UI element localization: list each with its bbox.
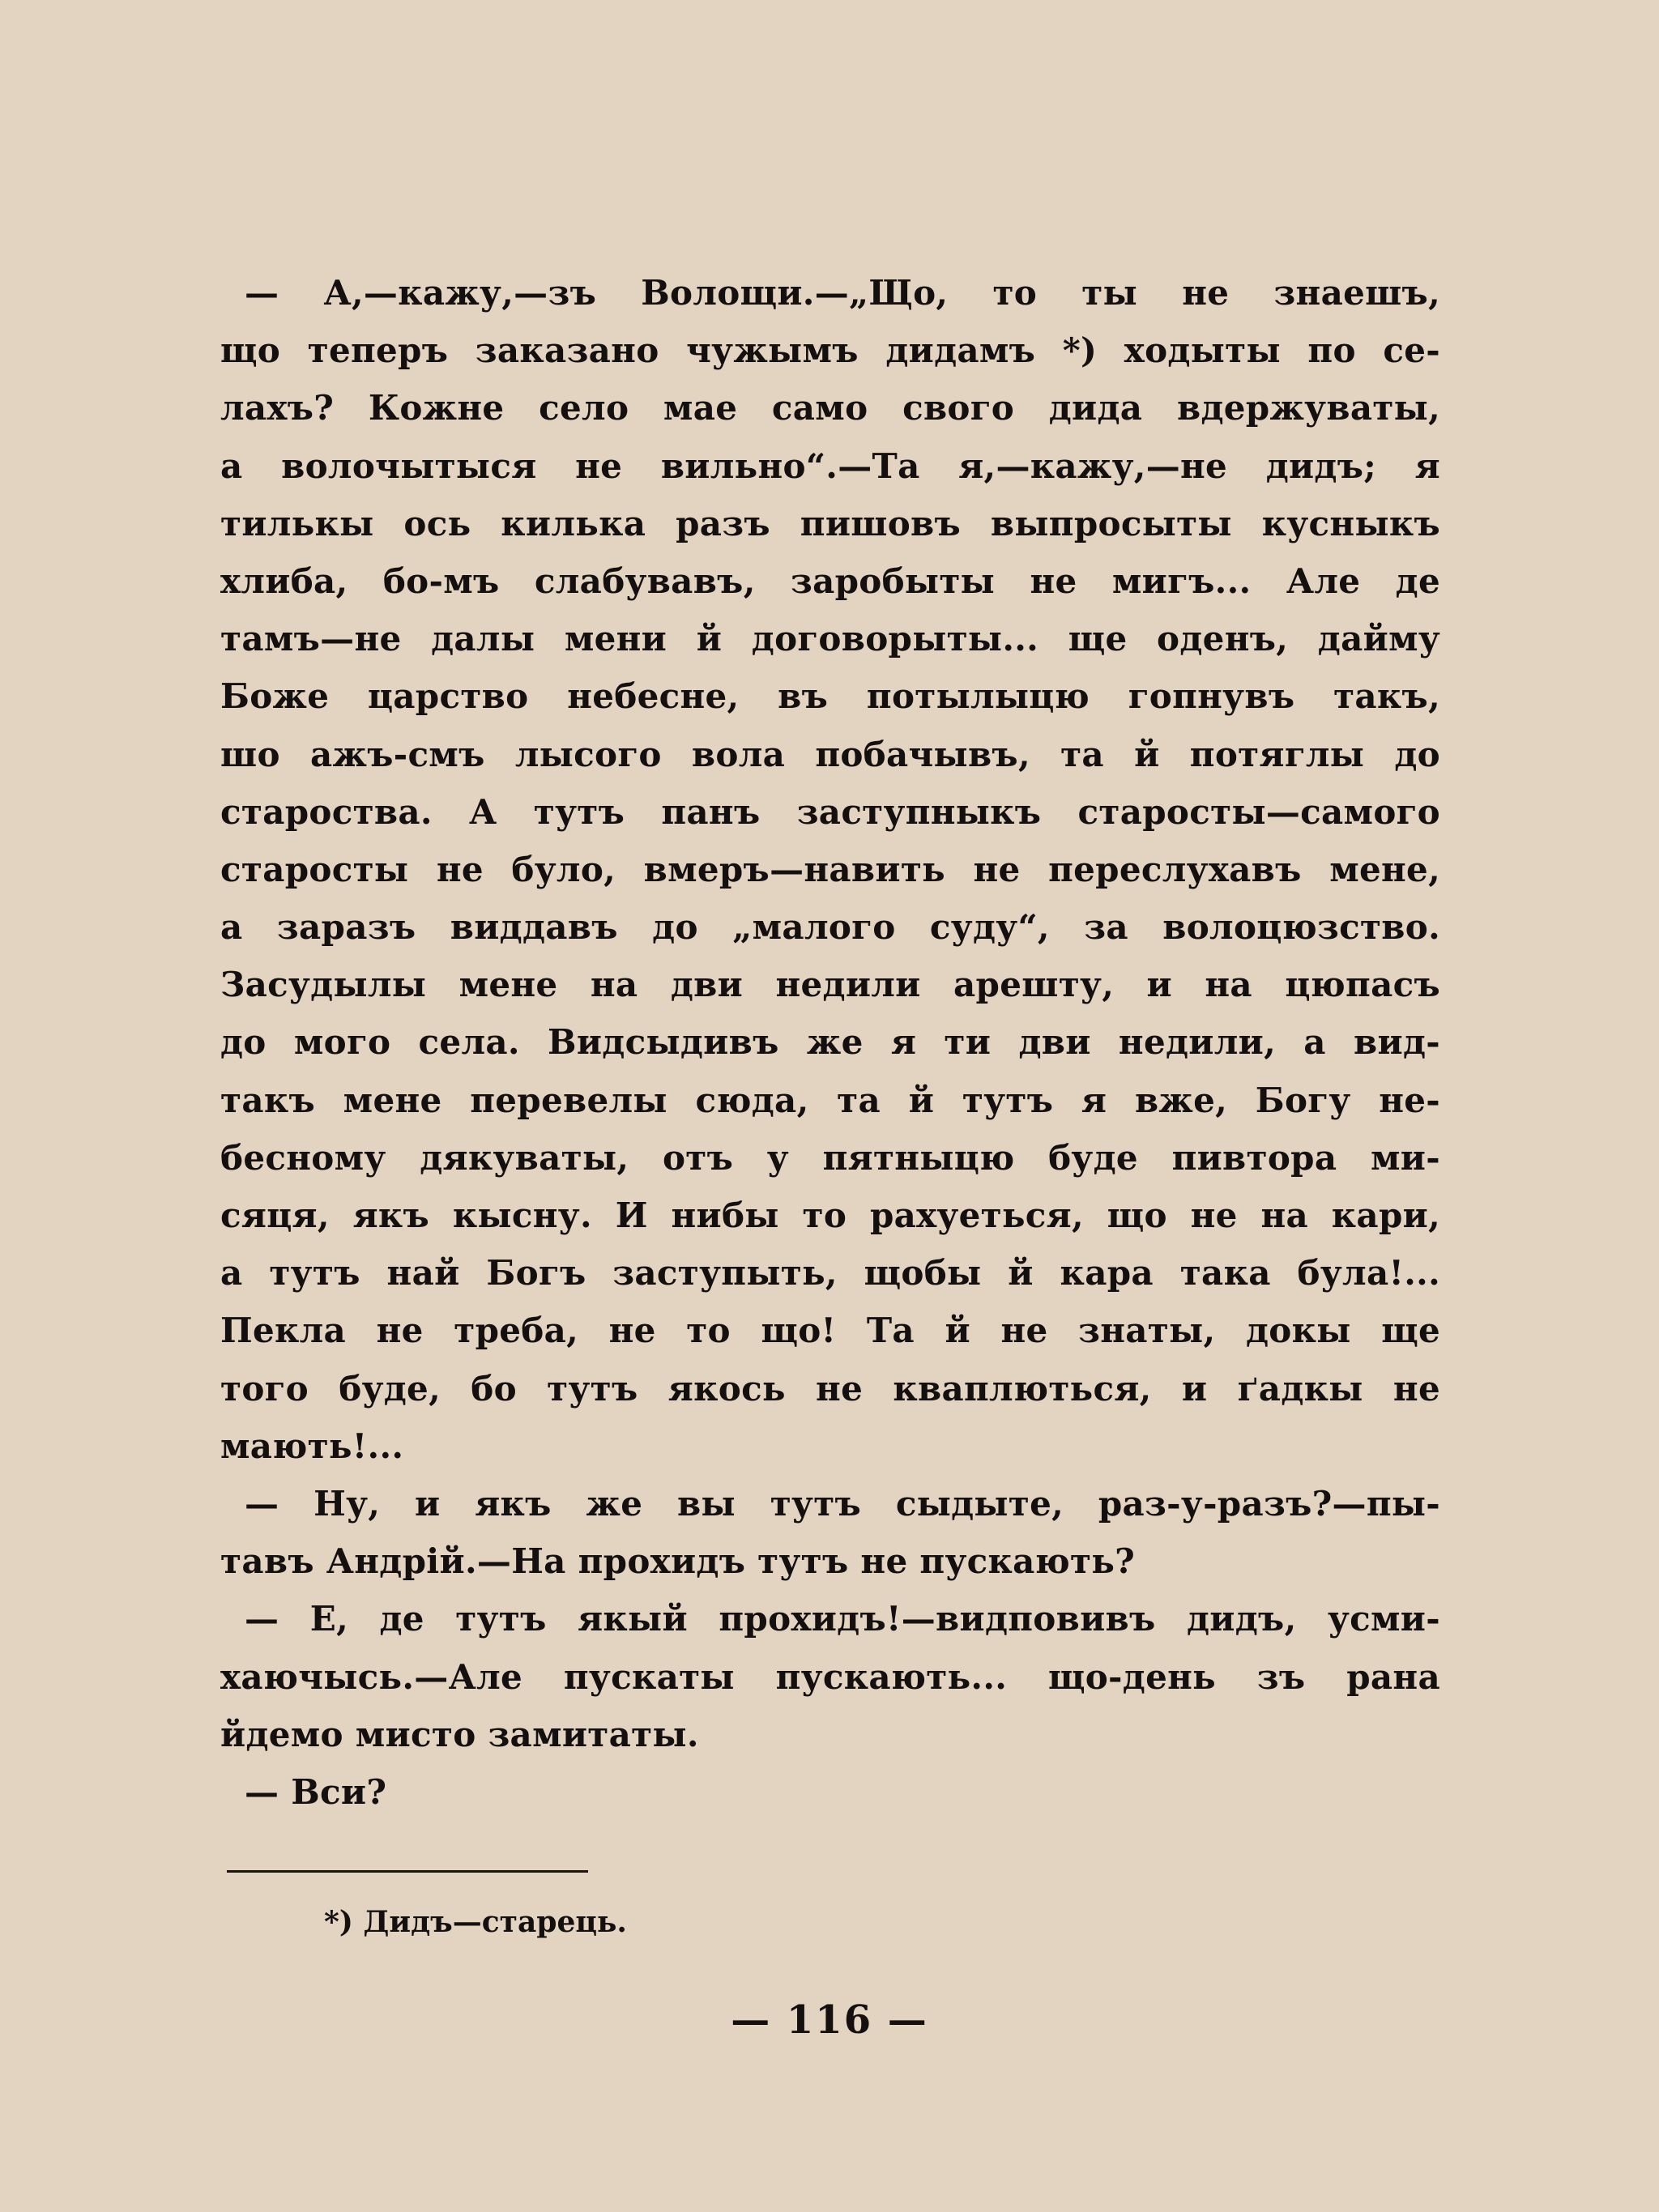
text-line: Боже царство небесне, въ потылыцю гопнувъ такъ,: [220, 676, 1440, 717]
text-line: а волочытыся не вильно“.—Та я,—кажу,—не дидъ; я: [220, 445, 1440, 486]
text-line: старосты не було, вмеръ—навить не переслухавъ мене,: [220, 849, 1440, 889]
text-line: а тутъ най Богъ заступыть, щобы й кара така була!...: [220, 1253, 1440, 1294]
text-line: лахъ? Кожне село мае само свого дида вдержуваты,: [220, 388, 1440, 428]
text-line: йдемо мисто замитаты.: [220, 1714, 699, 1754]
text-line: — Е, де тутъ якый прохидъ!—видповивъ дидъ, усми-: [245, 1599, 1440, 1639]
text-line: мають!...: [220, 1426, 404, 1466]
text-line: тамъ—не далы мени й договорыты... ще оденъ, дайму: [220, 619, 1440, 659]
text-line: тилькы ось килька разъ пишовъ выпросыты кусныкъ: [220, 503, 1440, 543]
text-line: хаючысь.—Але пускаты пускають... що-день зъ рана: [220, 1656, 1440, 1697]
footnote: *) Дидъ—старець.: [324, 1905, 627, 1939]
text-line: бесному дякуваты, отъ у пятныцю буде пивтора ми-: [220, 1137, 1440, 1178]
text-line: Пекла не треба, не то що! Та й не знаты, докы ще: [220, 1311, 1440, 1351]
text-line: а заразъ виддавъ до „малого суду“, за волоцюзство.: [220, 907, 1440, 948]
main-text: [220, 264, 1440, 1821]
text-line: Засудылы мене на дви недили арешту, и на цюпасъ: [220, 965, 1440, 1005]
text-line: — Ну, и якъ же вы тутъ сыдыте, раз-у-разъ?—пы-: [245, 1483, 1440, 1524]
text-line: — А,—кажу,—зъ Волощи.—„Що, то ты не знаешъ,: [245, 273, 1440, 313]
text-line: того буде, бо тутъ якось не кваплються, и ґадкы не: [220, 1368, 1440, 1409]
text-line: — Вси?: [245, 1771, 387, 1812]
text-line: що теперъ заказано чужымъ дидамъ *) ходыты по се-: [220, 330, 1440, 371]
text-line: тавъ Андрій.—На прохидъ тутъ не пускають?: [220, 1541, 1136, 1582]
text-line: шо ажъ-смъ лысого вола побачывъ, та й потяглы до: [220, 734, 1440, 774]
page-number: — 116 —: [731, 1997, 928, 2043]
footnote-divider: [227, 1870, 588, 1873]
text-line: староства. А тутъ панъ заступныкъ старосты—самого: [220, 791, 1440, 832]
text-line: такъ мене перевелы сюда, та й тутъ я вже, Богу не-: [220, 1080, 1440, 1120]
text-line: до мого села. Видсыдивъ же я ти дви недили, а вид-: [220, 1022, 1440, 1063]
text-line: сяця, якъ кысну. И нибы то рахуеться, що не на кари,: [220, 1196, 1440, 1235]
text-line: хлиба, бо-мъ слабувавъ, заробыты не мигъ... Але де: [220, 560, 1440, 601]
